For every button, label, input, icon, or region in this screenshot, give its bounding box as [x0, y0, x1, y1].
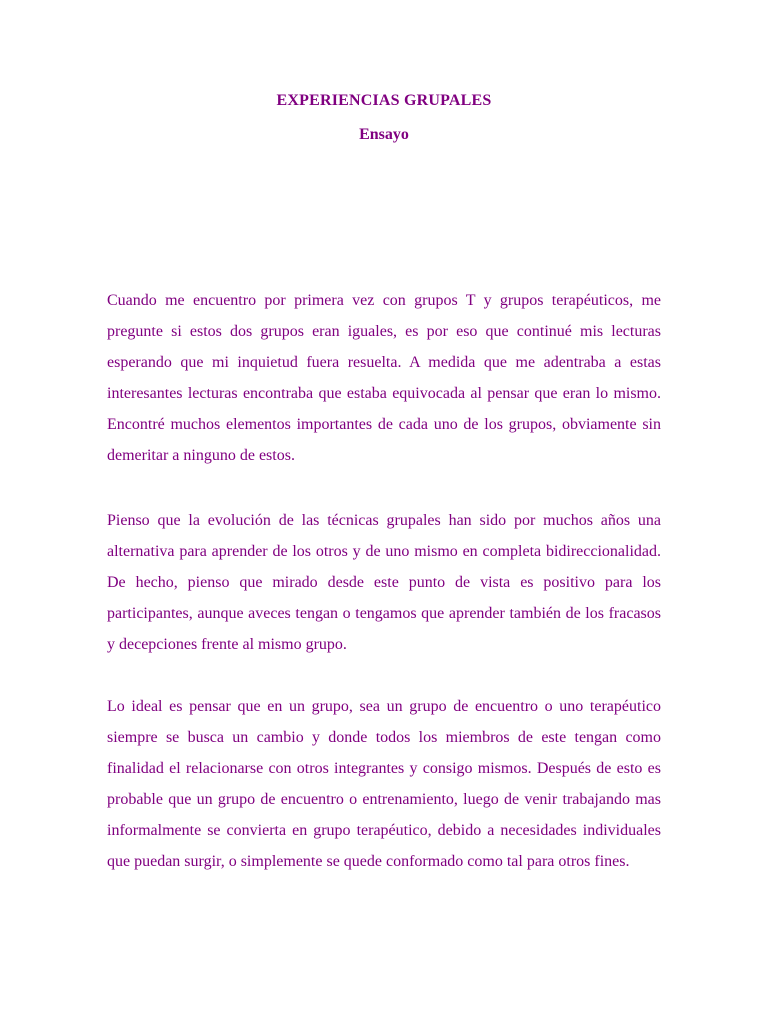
document-title: EXPERIENCIAS GRUPALES — [276, 92, 492, 109]
paragraph-1: Cuando me encuentro por primera vez con grupos T y grupos terapéuticos, me pregunte si estos dos grupos eran iguales, es por eso que continué mis lecturas esperando que mi inquietud fuera resuelta. A medida que me adentraba a estas interesantes lecturas encontraba que estaba equivocada al pensar que eran lo mismo. Encontré muchos elementos importantes de cada uno de los grupos, obviamente sin demeritar a ninguno de estos. — [107, 292, 661, 464]
paragraph-2: Pienso que la evolución de las técnicas grupales han sido por muchos años una alternativa para aprender de los otros y de uno mismo en completa bidireccionalidad. De hecho, pienso que mirado desde este punto de vista es positivo para los participantes, aunque aveces tengan o tengamos que aprender también de los fracasos y decepciones frente al mismo grupo. — [107, 512, 661, 653]
paragraph-3: Lo ideal es pensar que en un grupo, sea un grupo de encuentro o uno terapéutico siempre se busca un cambio y donde todos los miembros de este tengan como finalidad el relacionarse con otros integrantes y consigo mismos. Después de esto es probable que un grupo de encuentro o entrenamiento, luego de venir trabajando mas informalmente se convierta en grupo terapéutico, debido a necesidades individuales que puedan surgir, o simplemente se quede conformado como tal para otros fines. — [107, 698, 661, 870]
document-subtitle: Ensayo — [359, 126, 409, 143]
